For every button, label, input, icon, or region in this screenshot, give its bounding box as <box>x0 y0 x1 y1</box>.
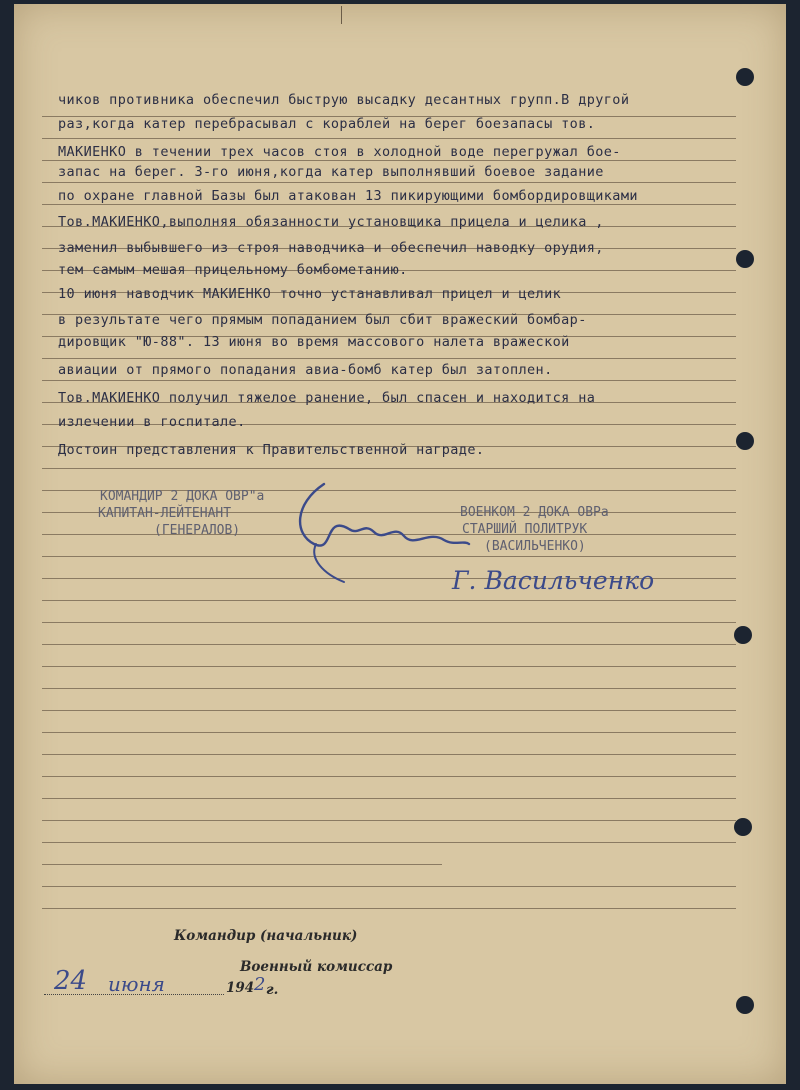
ruled-line <box>42 380 736 381</box>
commander-signature-block <box>100 488 264 539</box>
commissar-name: (ВАСИЛЬЧЕНКО) <box>484 539 586 554</box>
typed-line: МАКИЕНКО в течении трех часов стоя в холодной воде перегружал бое- <box>58 144 621 160</box>
year-suffix: 2 <box>254 974 266 995</box>
typed-line: Достоин представления к Правительственной награде. <box>58 442 485 458</box>
typed-line: запас на берег. 3-го июня,когда катер выполнявший боевое задание <box>58 164 604 180</box>
ruled-line <box>42 666 736 667</box>
ruled-line <box>42 798 736 799</box>
typed-line: заменил выбывшего из строя наводчика и обеспечил наводку орудия, <box>58 240 604 256</box>
commander-rank: КАПИТАН-ЛЕЙТЕНАНТ <box>98 506 232 521</box>
ruled-line <box>42 842 736 843</box>
typed-line: раз,когда катер перебрасывал с кораблей на берег боезапасы тов. <box>58 116 596 132</box>
punch-hole <box>736 432 754 450</box>
ruled-line <box>42 820 736 821</box>
typed-line: в результате чего прямым попаданием был сбит вражеский бомбар- <box>58 312 587 328</box>
commander-signature <box>254 474 474 594</box>
ruled-line <box>42 732 736 733</box>
typed-line: авиации от прямого попадания авиа-бомб катер был затоплен. <box>58 362 553 378</box>
ruled-line <box>42 754 736 755</box>
ruled-line <box>42 710 736 711</box>
ruled-line <box>42 138 736 139</box>
commissar-rank: СТАРШИЙ ПОЛИТРУК <box>462 522 588 537</box>
typed-line: дировщик "Ю-88". 13 июня во время массового налета вражеской <box>58 334 570 350</box>
date-dotted-line <box>44 994 224 995</box>
punch-hole <box>734 626 752 644</box>
typed-line: чиков противника обеспечил быструю высадку десантных групп.В другой <box>58 92 630 108</box>
ruled-line <box>42 182 736 183</box>
ruled-line <box>42 908 736 909</box>
punch-hole <box>736 250 754 268</box>
ruled-line <box>42 886 736 887</box>
date-day: 24 <box>54 966 88 996</box>
typed-line: по охране главной Базы был атакован 13 пикирующими бомбордировщиками <box>58 188 638 204</box>
commissar-label: Военный комиссар <box>240 959 393 975</box>
commissar-signature-block <box>460 504 609 555</box>
year-unit: г. <box>266 982 279 998</box>
ruled-line <box>42 776 736 777</box>
year-prefix: 194 <box>226 980 255 996</box>
ruled-line <box>42 644 736 645</box>
punch-hole <box>736 68 754 86</box>
commander-label: Командир (начальник) <box>174 928 358 944</box>
typed-line: Тов.МАКИЕНКО,выполняя обязанности установщика прицела и целика , <box>58 214 604 230</box>
typed-line: 10 июня наводчик МАКИЕНКО точно устанавливал прицел и целик <box>58 286 562 302</box>
date-line <box>44 966 324 1006</box>
ruled-line <box>42 358 736 359</box>
date-month: июня <box>108 972 165 996</box>
typed-line: тем самым мешая прицельному бомбометанию. <box>58 262 408 278</box>
document-page <box>14 4 786 1084</box>
commander-name: (ГЕНЕРАЛОВ) <box>154 523 241 538</box>
commander-title: КОМАНДИР 2 ДОКА ОВР"а <box>100 489 265 504</box>
ruled-line <box>42 468 736 469</box>
typed-line: излечении в госпитале. <box>58 414 246 430</box>
ruled-line <box>42 600 736 601</box>
ruled-line <box>42 864 442 865</box>
typed-line: Тов.МАКИЕНКО получил тяжелое ранение, был спасен и находится на <box>58 390 596 406</box>
ruled-line <box>42 622 736 623</box>
commissar-title: ВОЕНКОМ 2 ДОКА ОВРа <box>460 505 609 520</box>
fold-mark <box>341 6 342 24</box>
punch-hole <box>736 996 754 1014</box>
ruled-line <box>42 204 736 205</box>
commissar-signature: Г. Васильченко <box>452 566 655 595</box>
ruled-line <box>42 160 736 161</box>
ruled-line <box>42 688 736 689</box>
punch-hole <box>734 818 752 836</box>
